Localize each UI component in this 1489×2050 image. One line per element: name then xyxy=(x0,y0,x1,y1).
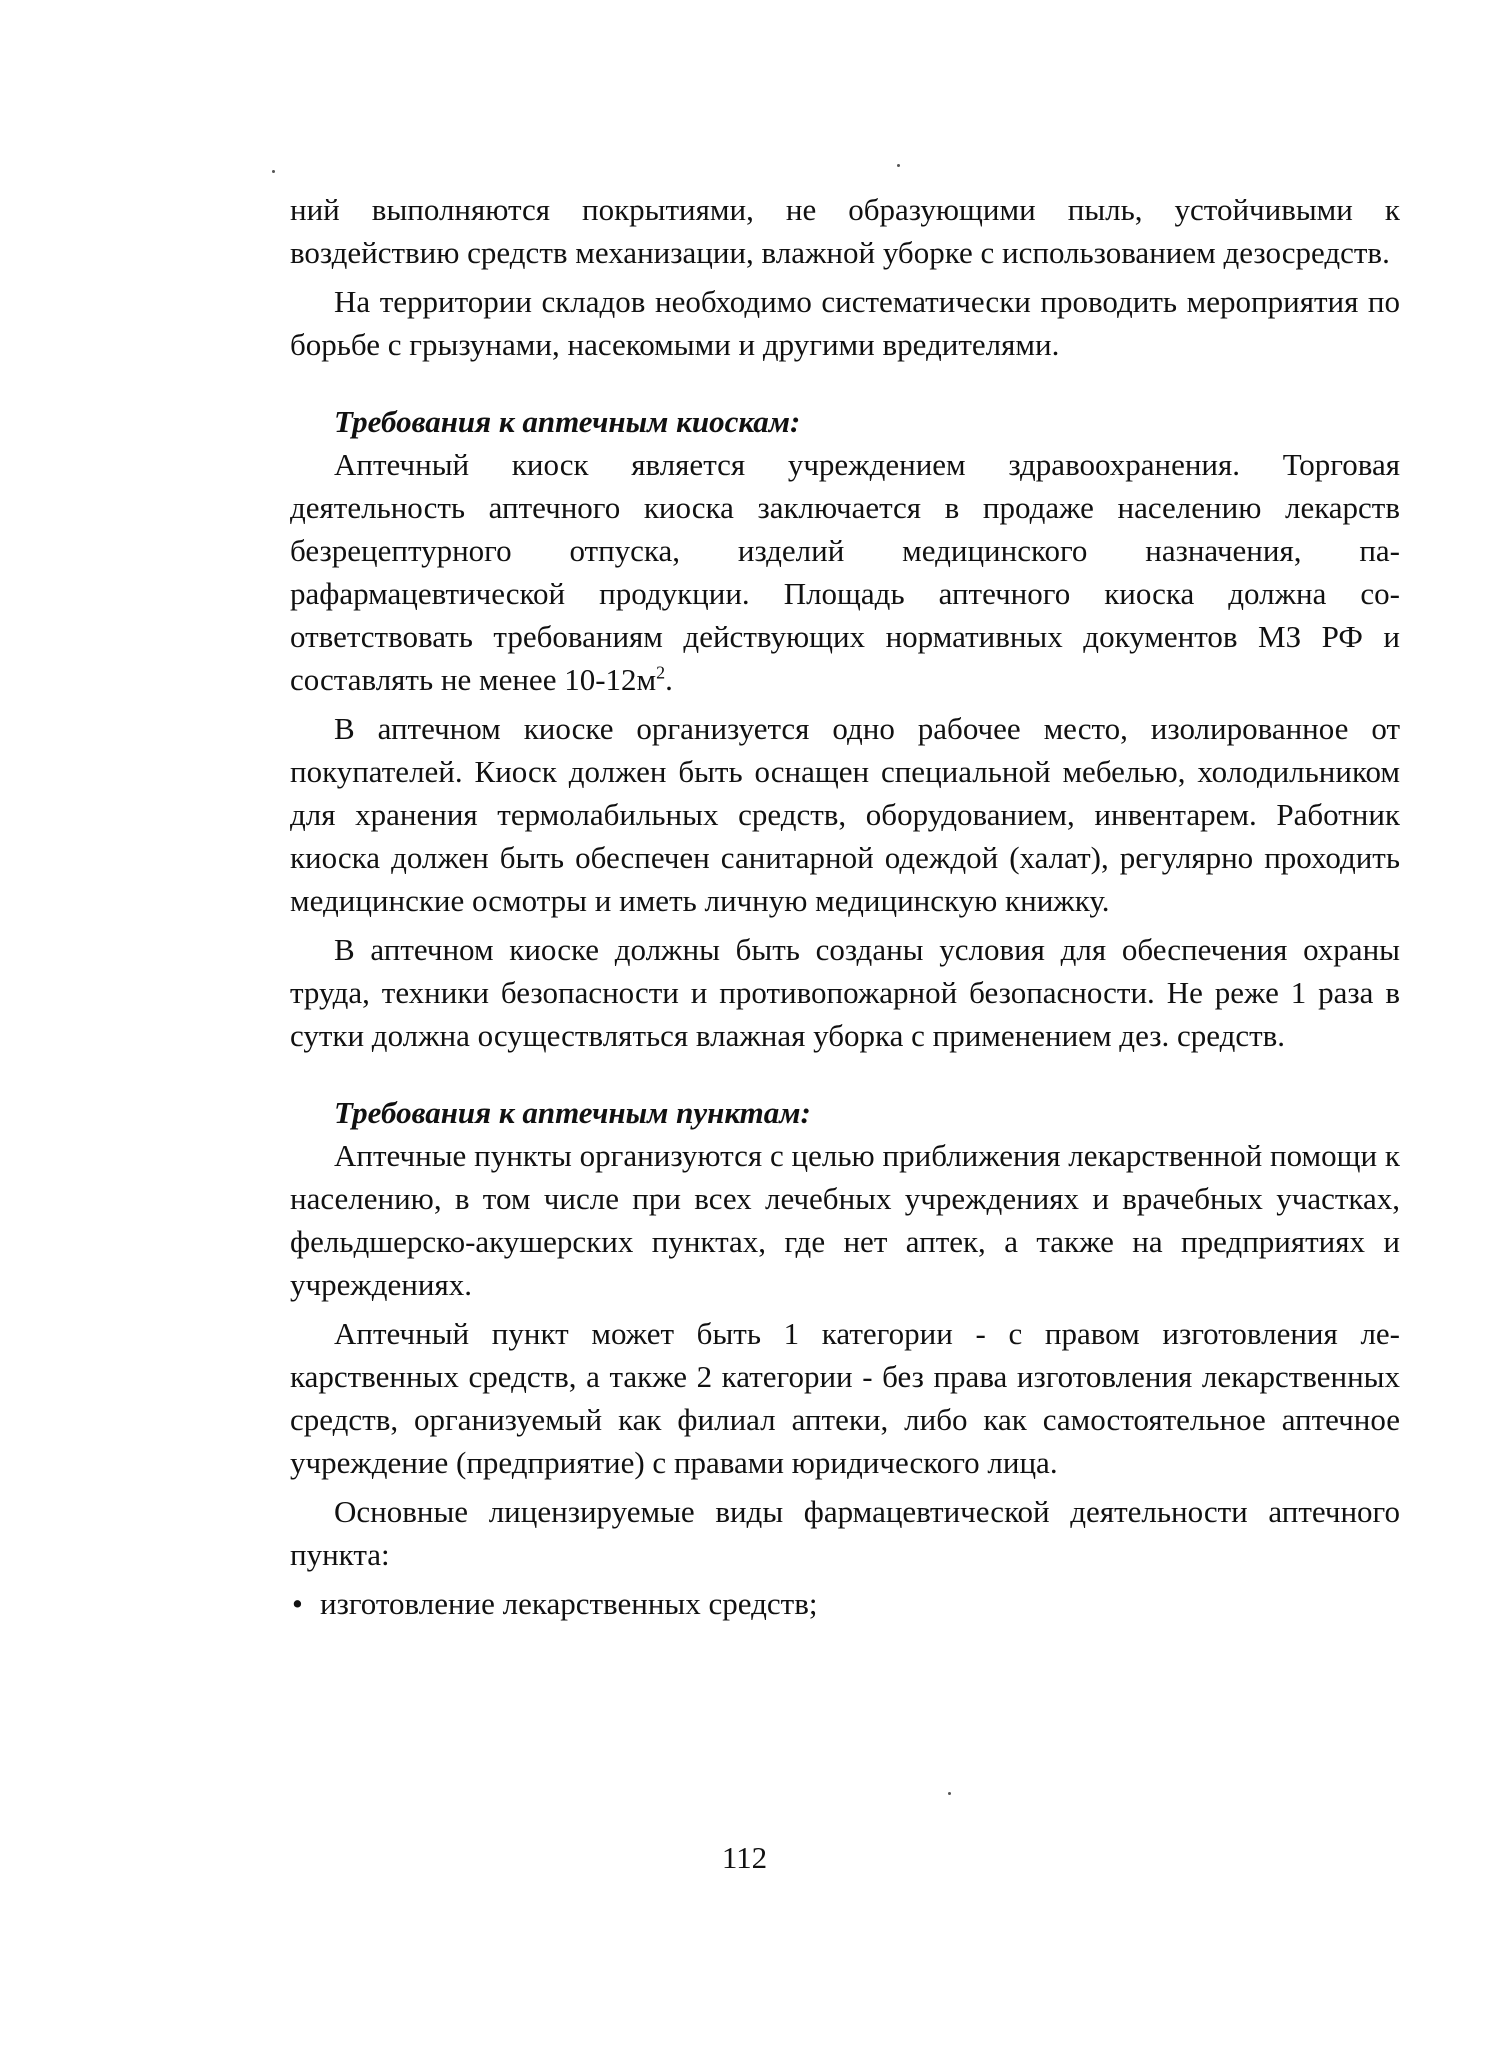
section-spacer xyxy=(290,1057,1400,1091)
paragraph-kiosk-safety: В аптечном киоске должны быть созданы условия для обеспечения охраны труда, техники безопасности и противопожарной безопасности. Не реже 1 раза в сутки должна осуществляться влажная уборка с применением дез. средств. xyxy=(290,932,1400,1053)
paragraph-kiosk-definition xyxy=(290,443,1400,701)
kiosk-definition-text: Аптечный киоск является учреждением здравоохранения. Торговая деятельность аптечного киоска заключается в продаже населению лекарств безрецептурного отпуска, изделий медицинского назначения, парафармацевтической продукции. Площадь аптечного киоска должна соответствовать требованиям действующих нормативных документов МЗ РФ и составлять не менее 10-12м xyxy=(290,447,1400,697)
scan-speck xyxy=(948,1792,951,1795)
bullet-icon: • xyxy=(292,1586,303,1621)
scan-speck xyxy=(272,170,275,173)
licensed-activities-list xyxy=(290,1582,1400,1625)
paragraph-licensed-activities: Основные лицензируемые виды фармацевтической деятельности аптечного пункта: xyxy=(290,1494,1400,1572)
paragraph-pest-control: На территории складов необходимо систематически проводить мероприятия по борьбе с грызунами, насекомыми и другими вредителями. xyxy=(290,284,1400,362)
list-item xyxy=(290,1582,1400,1625)
page-number: 112 xyxy=(721,1840,768,1875)
paragraph-continuation: ний выполняются покрытиями, не образующими пыль, устойчивыми к воздействию средств механизации, влажной уборке с использованием дезосредств. xyxy=(290,192,1400,270)
list-item-text: изготовление лекарственных средств; xyxy=(320,1586,818,1621)
scan-speck xyxy=(897,164,900,167)
section-heading-kiosks: Требования к аптечным киоскам: xyxy=(334,404,801,439)
paragraph-points-categories: Аптечный пункт может быть 1 категории - с правом изготовления лекарственных средств, а также 2 категории - без права изготовления лекарственных средств, организуемый как филиал аптеки, либо как самостоятельное аптечное учреждение (предприятие) с правами юридического лица. xyxy=(290,1316,1400,1480)
page-body xyxy=(290,188,1400,1625)
paragraph-kiosk-workplace: В аптечном киоске организуется одно рабочее место, изолированное от покупателей. Киоск должен быть оснащен специальной мебелью, холодильником для хранения термолабильных средств, оборудованием, инвентарем. Работник киоска должен быть обеспечен санитарной одеждой (халат), регулярно проходить медицинские осмотры и иметь личную медицинскую книжку. xyxy=(290,711,1400,918)
section-spacer xyxy=(290,366,1400,400)
superscript-squared: 2 xyxy=(656,662,666,683)
kiosk-definition-end: . xyxy=(665,662,673,697)
paragraph-points-purpose: Аптечные пункты организуются с целью приближения лекарственной помощи к населению, в том числе при всех лечебных учреждениях и врачебных участках, фельдшерско-акушерских пунктах, где нет аптек, а также на предприятиях и учреждениях. xyxy=(290,1138,1400,1302)
section-heading-points: Требования к аптечным пунктам: xyxy=(334,1095,811,1130)
